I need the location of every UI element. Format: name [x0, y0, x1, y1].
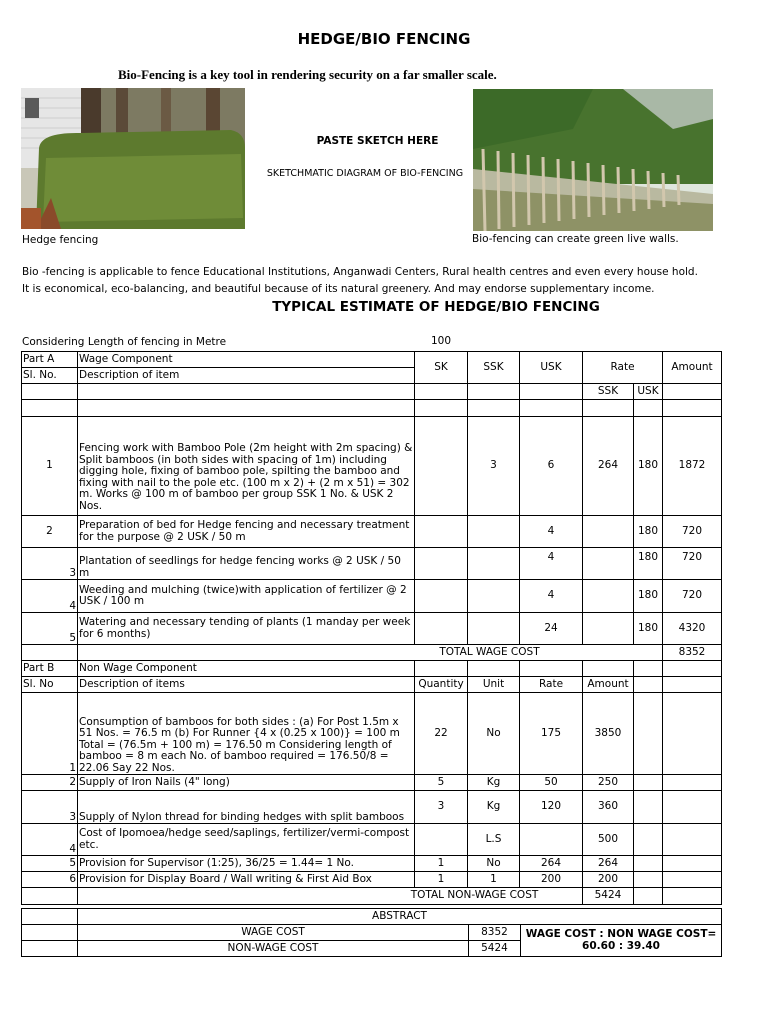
col-usk: USK [520, 352, 583, 384]
bio-fence-photo [473, 89, 713, 231]
col-sk: SK [415, 352, 468, 384]
abstract-label: ABSTRACT [78, 909, 722, 925]
col-rate-b: Rate [520, 677, 583, 693]
abstract-wage-label: WAGE COST [78, 925, 469, 941]
part-b-desc-header: Description of items [78, 677, 415, 693]
table-row: 1 Consumption of bamboos for both sides : (a) For Post 1.5m x 51 Nos. = 76.5 m (b) For Runner {4 x (0.25 x 100)} = 100 m Total = (76.5m + 100 m) = 176.50 m Considering length of bamboo = 8 m each No. of bamboo required = 176.50/8 = 22.06 Say 22 Nos. 22 No 175 3850 [22, 693, 722, 775]
table-row: 3 Plantation of seedlings for hedge fencing works @ 2 USK / 50 m 4 180 720 [22, 548, 722, 580]
intro-line-2: It is economical, eco-balancing, and beautiful because of its natural greenery. And may endorse supplementary income. [22, 283, 655, 295]
col-amount-b: Amount [583, 677, 634, 693]
cost-ratio [521, 925, 722, 957]
table-row: 4 Cost of Ipomoea/hedge seed/saplings, fertilizer/vermi-compost etc. L.S 500 [22, 824, 722, 856]
table-row: 2 Preparation of bed for Hedge fencing and necessary treatment for the purpose @ 2 USK / 50 m 4 180 720 [22, 516, 722, 548]
sketch-subtitle: SKETCHMATIC DIAGRAM OF BIO-FENCING [266, 168, 464, 179]
table-row: 1 Fencing work with Bamboo Pole (2m height with 2m spacing) & Split bamboos (in both sides with spacing of 1m) including digging hole, fixing of bamboo pole, spilting the bamboo and fixing with nail to the pole etc. (100 m x 2) + (2 m x 51) = 302 m. Works @ 100 m of bamboo per group SSK 1 No. & USK 2 Nos. 3 6 264 180 1872 [22, 417, 722, 516]
hedge-photo [21, 88, 245, 229]
table-row: 3 Supply of Nylon thread for binding hedges with split bamboos 3 Kg 120 360 [22, 791, 722, 824]
abstract-nonwage-label: NON-WAGE COST [78, 941, 469, 957]
rate-usk-header: USK [634, 384, 663, 400]
abstract-wage-value: 8352 [469, 925, 521, 941]
table-row: 4 Weeding and mulching (twice)with application of fertilizer @ 2 USK / 100 m 4 180 720 [22, 580, 722, 613]
total-nonwage-label: TOTAL NON-WAGE COST [78, 888, 583, 905]
total-wage-value: 8352 [663, 645, 722, 661]
abstract-nonwage-value: 5424 [469, 941, 521, 957]
part-a-slno-header: Sl. No. [22, 368, 78, 384]
length-label: Considering Length of fencing in Metre [22, 336, 227, 348]
rate-ssk-header: SSK [583, 384, 634, 400]
intro-line-1: Bio -fencing is applicable to fence Educational Institutions, Anganwadi Centers, Rural health centres and even every house hold. [22, 266, 698, 278]
part-b-title: Non Wage Component [78, 661, 415, 677]
cost-ratio-line-2: 60.60 : 39.40 [582, 939, 660, 952]
part-b-slno-header: Sl. No [22, 677, 78, 693]
cost-ratio-line-1: WAGE COST : NON WAGE COST= [525, 928, 717, 940]
table-row: 5 Provision for Supervisor (1:25), 36/25 = 1.44= 1 No. 1 No 264 264 [22, 856, 722, 872]
total-nonwage-value: 5424 [583, 888, 634, 905]
part-a-title: Wage Component [78, 352, 415, 368]
table-row: 6 Provision for Display Board / Wall writing & First Aid Box 1 1 200 200 [22, 872, 722, 888]
col-unit: Unit [468, 677, 520, 693]
estimate-title: TYPICAL ESTIMATE OF HEDGE/BIO FENCING [272, 299, 600, 315]
length-value: 100 [431, 335, 452, 347]
page-title: HEDGE/BIO FENCING [297, 30, 471, 48]
table-row: 2 Supply of Iron Nails (4" long) 5 Kg 50 250 [22, 775, 722, 791]
col-quantity: Quantity [415, 677, 468, 693]
total-wage-label: TOTAL WAGE COST [78, 645, 663, 661]
part-a-desc-header: Description of item [78, 368, 415, 384]
right-photo-caption: Bio-fencing can create green live walls. [472, 233, 679, 245]
col-rate: Rate [583, 352, 663, 384]
table-row: 5 Watering and necessary tending of plants (1 manday per week for 6 months) 24 180 4320 [22, 613, 722, 645]
part-a-label: Part A [22, 352, 78, 368]
col-ssk: SSK [468, 352, 520, 384]
sketch-title: PASTE SKETCH HERE [316, 135, 439, 147]
part-b-label: Part B [22, 661, 78, 677]
tagline: Bio-Fencing is a key tool in rendering security on a far smaller scale. [118, 67, 497, 82]
col-amount: Amount [663, 352, 722, 384]
left-photo-caption: Hedge fencing [22, 234, 99, 246]
wage-component-table [21, 351, 722, 905]
abstract-table [21, 908, 722, 957]
